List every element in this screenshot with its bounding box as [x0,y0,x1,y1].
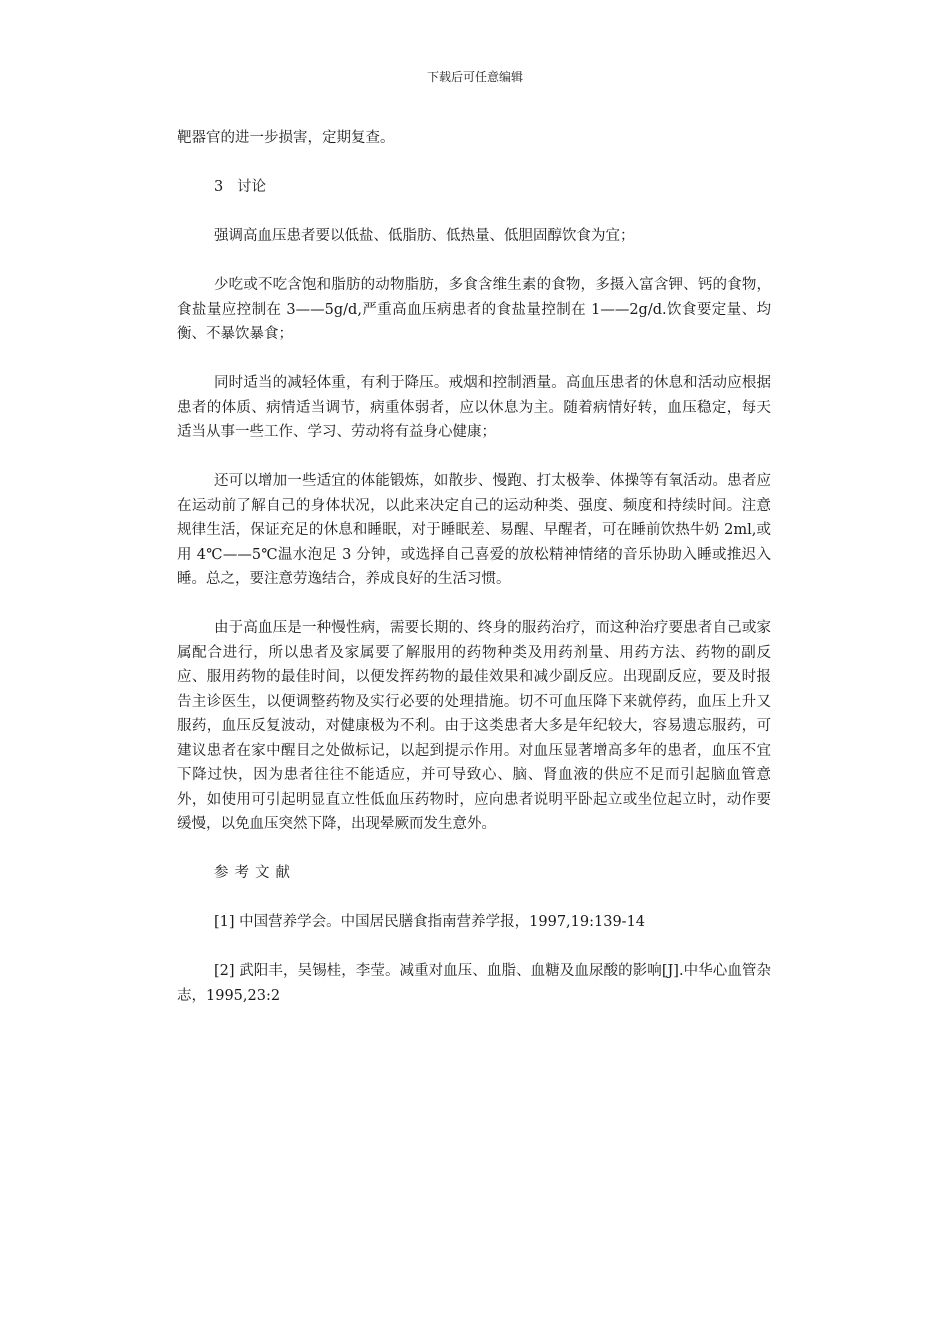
page-header: 下载后可任意编辑 [426,70,523,84]
reference-item: [1] 中国营养学会。中国居民膳食指南营养学报，1997,19:139-14 [214,914,646,930]
document-body [177,126,771,1033]
reference-item: [2] 武阳丰，吴锡桂，李莹。减重对血压、血脂、血糖及血尿酸的影响[J].中华心血管杂志，1995,23:2 [177,963,771,1004]
paragraph-diet-detail: 少吃或不吃含饱和脂肪的动物脂肪，多食含维生素的食物，多摄入富含钾、钙的食物，食盐量应控制在 3——5g/d,严重高血压病患者的食盐量控制在 1——2g/d.饮食要定量、均衡、不暴饮暴食； [177,277,771,342]
section-heading-discussion: 3 讨论 [214,179,267,195]
paragraph-continuation: 靶器官的进一步损害，定期复查。 [177,130,395,146]
paragraph-exercise: 还可以增加一些适宜的体能锻炼，如散步、慢跑、打太极拳、体操等有氧活动。患者应在运动前了解自己的身体状况，以此来决定自己的运动种类、强度、频度和持续时间。注意规律生活，保证充足的休息和睡眠，对于睡眠差、易醒、早醒者，可在睡前饮热牛奶 2ml,或用 4℃——5℃温水泡足 3 分钟，或选择自己喜爱的放松精神情绪的音乐协助入睡或推迟入睡。总之，要注意劳逸结合，养成良好的生活习惯。 [177,473,771,587]
paragraph-weight-rest: 同时适当的减轻体重，有利于降压。戒烟和控制酒量。高血压患者的休息和活动应根据患者的体质、病情适当调节，病重体弱者，应以休息为主。随着病情好转，血压稳定，每天适当从事一些工作、学习、劳动将有益身心健康； [177,375,771,440]
references-heading: 参考文献 [214,865,296,881]
paragraph-medication: 由于高血压是一种慢性病，需要长期的、终身的服药治疗，而这种治疗要患者自己或家属配合进行，所以患者及家属要了解服用的药物种类及用药剂量、用药方法、药物的副反应、服用药物的最佳时间，以便发挥药物的最佳效果和减少副反应。出现副反应，要及时报告主诊医生，以便调整药物及实行必要的处理措施。切不可血压降下来就停药，血压上升又服药，血压反复波动，对健康极为不利。由于这类患者大多是年纪较大，容易遗忘服药，可建议患者在家中醒目之处做标记，以起到提示作用。对血压显著增高多年的患者，血压不宜下降过快，因为患者往往不能适应，并可导致心、脑、肾血液的供应不足而引起脑血管意外，如使用可引起明显直立性低血压药物时，应向患者说明平卧起立或坐位起立时，动作要缓慢，以免血压突然下降，出现晕厥而发生意外。 [177,620,771,832]
paragraph-diet-principle: 强调高血压患者要以低盐、低脂肪、低热量、低胆固醇饮食为宜； [214,228,635,244]
